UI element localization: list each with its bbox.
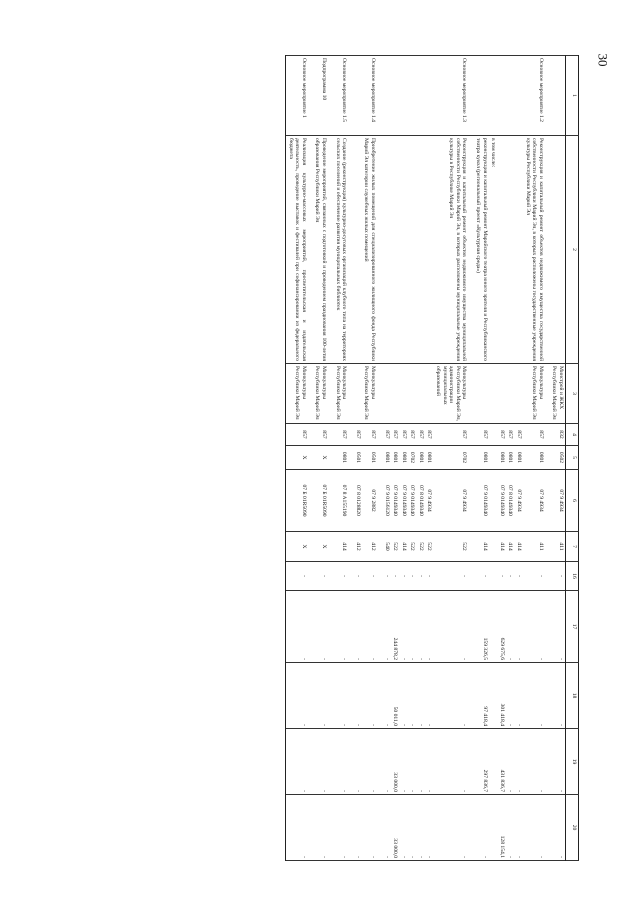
table-cell: [353, 136, 362, 364]
table-cell: Минкультуры Республики Марий Эл: [362, 364, 382, 424]
column-header: 5: [566, 446, 579, 470]
table-cell: 0501: [353, 446, 362, 470]
table-cell: -: [425, 663, 434, 729]
table-cell: -: [333, 729, 353, 795]
table-cell: 07 9 0149340: [399, 470, 408, 532]
table-row: [353, 56, 362, 861]
table-cell: 0801: [506, 446, 515, 470]
table-row: [313, 56, 333, 861]
table-cell: -: [473, 795, 488, 861]
table-cell: 97 418,4: [473, 663, 488, 729]
table-cell: Приобретение жилых помещений для специализированного жилищного фонда Республики Марий Эл категории служебных жилых помещений: [362, 136, 382, 364]
table-cell: 297 836,7: [473, 729, 488, 795]
table-cell: -: [514, 663, 523, 729]
table-cell: -: [506, 795, 515, 861]
table-cell: 857: [353, 424, 362, 446]
table-cell: [399, 56, 408, 136]
table-cell: 857: [391, 424, 400, 446]
column-header: 1: [566, 56, 579, 136]
table-cell: 07 9 0149340: [391, 470, 400, 532]
table-cell: -: [353, 795, 362, 861]
table-cell: [382, 364, 391, 424]
table-cell: [506, 56, 515, 136]
table-cell: 0801: [416, 446, 425, 470]
table-cell: 07 8 0128820: [353, 470, 362, 532]
table-cell: 857: [333, 424, 353, 446]
table-cell: -: [313, 729, 333, 795]
table-cell: 629 675,6: [497, 591, 506, 663]
table-cell: Основное мероприятие 1.4: [362, 56, 382, 136]
table-cell: -: [382, 663, 391, 729]
table-cell: 411: [523, 532, 550, 562]
table-cell: 0702: [408, 446, 417, 470]
table-cell: 07 8 0149340: [416, 470, 425, 532]
table-cell: 412: [362, 532, 382, 562]
rotated-page: [39, 55, 579, 860]
table-cell: -: [408, 795, 417, 861]
table-cell: 857: [497, 424, 506, 446]
table-cell: [382, 56, 391, 136]
table-cell: [489, 364, 498, 424]
table-cell: 0501: [362, 446, 382, 470]
table-cell: -: [550, 795, 566, 861]
table-cell: -: [362, 663, 382, 729]
table-cell: -: [434, 729, 474, 795]
table-cell: [489, 562, 498, 591]
table-cell: 431 836,7: [497, 729, 506, 795]
table-cell: Проведение мероприятий, связанных с подготовкой и проведением празднования 100-летия образования Республики Марий Эл: [313, 136, 333, 364]
table-cell: 0801: [473, 446, 488, 470]
table-cell: [497, 56, 506, 136]
table-cell: в том числе:: [489, 136, 498, 364]
table-cell: 857: [434, 424, 474, 446]
table-row: [550, 56, 566, 861]
page-number: 30: [595, 53, 611, 67]
table-cell: [353, 364, 362, 424]
table-cell: -: [408, 591, 417, 663]
table-cell: [416, 136, 425, 364]
table-cell: [514, 56, 523, 136]
table-cell: [382, 136, 391, 364]
table-cell: -: [550, 591, 566, 663]
table-cell: -: [523, 795, 550, 861]
table-cell: 857: [408, 424, 417, 446]
table-cell: 07 8 0149340: [506, 470, 515, 532]
table-cell: -: [523, 663, 550, 729]
table-cell: 0801: [514, 446, 523, 470]
table-cell: 07 Б 01R5090: [313, 470, 333, 532]
table-cell: -: [399, 729, 408, 795]
table-cell: -: [425, 795, 434, 861]
table-cell: [506, 136, 515, 364]
table-cell: -: [434, 591, 474, 663]
table-cell: -: [286, 729, 313, 795]
table-cell: -: [362, 795, 382, 861]
table-cell: 0801: [391, 446, 400, 470]
table-cell: -: [399, 591, 408, 663]
table-cell: -: [425, 562, 434, 591]
column-header: 3: [566, 364, 579, 424]
table-cell: -: [353, 562, 362, 591]
table-cell: Создание (реконструкция) культурно-досуговых организаций клубного типа на территориях сельских поселений и обеспечение развития муниципальных библиотек: [333, 136, 353, 364]
table-cell: 128 154,1: [497, 795, 506, 861]
table-cell: 07 Б 01R5090: [286, 470, 313, 532]
table-cell: -: [416, 663, 425, 729]
table-cell: -: [514, 562, 523, 591]
table-cell: -: [523, 729, 550, 795]
table-cell: -: [416, 562, 425, 591]
table-cell: 07 9 0156120: [382, 470, 391, 532]
table-cell: реконструкция и капитальный ремонт Марийского театра юного зрителя и Республиканского театра кукол (региональный проект «Культурная среда»): [473, 136, 488, 364]
table-cell: 522: [425, 532, 434, 562]
table-cell: -: [523, 591, 550, 663]
table-cell: -: [434, 795, 474, 861]
table-cell: -: [514, 795, 523, 861]
table-cell: 50 011,0: [391, 663, 400, 729]
table-cell: 414: [333, 532, 353, 562]
table-cell: -: [362, 562, 382, 591]
table-row: [425, 56, 434, 861]
table-cell: 07 9 4934: [514, 470, 523, 532]
budget-table: [285, 55, 579, 861]
table-cell: -: [550, 663, 566, 729]
table-cell: -: [408, 729, 417, 795]
table-cell: [489, 446, 498, 470]
table-cell: 522: [416, 532, 425, 562]
table-cell: -: [514, 729, 523, 795]
table-cell: [391, 364, 400, 424]
table-cell: 832: [550, 424, 566, 446]
table-cell: 857: [399, 424, 408, 446]
table-cell: -: [382, 729, 391, 795]
table-cell: [353, 56, 362, 136]
table-cell: 411: [550, 532, 566, 562]
column-header: 17: [566, 591, 579, 663]
table-cell: -: [416, 795, 425, 861]
table-cell: 07 9 4934: [523, 470, 550, 532]
table-cell: [408, 136, 417, 364]
table-cell: [514, 136, 523, 364]
table-cell: -: [399, 795, 408, 861]
table-cell: -: [286, 663, 313, 729]
table-cell: [473, 56, 488, 136]
table-cell: [473, 364, 488, 424]
table-cell: -: [362, 729, 382, 795]
table-cell: -: [286, 591, 313, 663]
table-cell: -: [391, 562, 400, 591]
table-cell: 414: [473, 532, 488, 562]
table-row: [434, 56, 474, 861]
table-row: [506, 56, 515, 861]
table-cell: -: [416, 591, 425, 663]
column-header: 2: [566, 136, 579, 364]
table-cell: 857: [523, 424, 550, 446]
table-row: [473, 56, 488, 861]
table-cell: X: [286, 446, 313, 470]
table-cell: [497, 364, 506, 424]
table-cell: 301 418,4: [497, 663, 506, 729]
table-cell: 0502: [550, 446, 566, 470]
table-cell: Реконструкция и капитальный ремонт объектов недвижимого имущества муниципальной собственности Республики Марий Эл, в которых расположены муниципальные учреждения культуры в Республике Марий Эл: [434, 136, 474, 364]
table-cell: [489, 424, 498, 446]
table-cell: -: [353, 663, 362, 729]
table-cell: -: [286, 795, 313, 861]
table-cell: -: [550, 562, 566, 591]
table-cell: -: [382, 591, 391, 663]
table-cell: [399, 364, 408, 424]
table-body: [286, 56, 566, 861]
table-cell: 0702: [434, 446, 474, 470]
table-cell: -: [382, 795, 391, 861]
table-cell: 522: [434, 532, 474, 562]
column-header: 18: [566, 663, 579, 729]
table-cell: 0801: [333, 446, 353, 470]
table-cell: Минкультуры Республики Марий Эл: [313, 364, 333, 424]
table-cell: -: [353, 729, 362, 795]
table-cell: 414: [514, 532, 523, 562]
table-cell: 07 9 4934: [425, 470, 434, 532]
table-cell: 07 9 4934: [550, 470, 566, 532]
table-cell: 857: [313, 424, 333, 446]
table-cell: 244 878,2: [391, 591, 400, 663]
table-header-row: [566, 56, 579, 861]
table-cell: [489, 470, 498, 532]
table-cell: -: [313, 591, 333, 663]
table-cell: -: [514, 591, 523, 663]
table-cell: -: [333, 591, 353, 663]
table-cell: [489, 56, 498, 136]
table-cell: 857: [382, 424, 391, 446]
table-cell: Минкультуры Республики Марий Эл: [286, 364, 313, 424]
table-cell: 0801: [523, 446, 550, 470]
table-row: [408, 56, 417, 861]
table-row: [382, 56, 391, 861]
table-row: [391, 56, 400, 861]
column-header: 20: [566, 795, 579, 861]
table-cell: Реконструкция и капитальный ремонт объектов недвижимого имущества государственной собственности Республики Марий Эл, в которых расположены государственные учреждения культуры Республики Марий Эл: [523, 136, 550, 364]
table-cell: -: [550, 729, 566, 795]
table-cell: -: [434, 562, 474, 591]
table-cell: -: [382, 562, 391, 591]
table-cell: 414: [497, 532, 506, 562]
table-cell: 857: [473, 424, 488, 446]
table-cell: [416, 56, 425, 136]
column-header: 6: [566, 470, 579, 532]
table-cell: [489, 795, 498, 861]
table-cell: -: [497, 562, 506, 591]
table-cell: 0801: [382, 446, 391, 470]
table-cell: -: [506, 562, 515, 591]
table-cell: [550, 136, 566, 364]
table-cell: 07 9 0149340: [408, 470, 417, 532]
table-cell: Основное мероприятие 1.5: [333, 56, 353, 136]
table-cell: Подпрограмма 10: [313, 56, 333, 136]
table-cell: 412: [353, 532, 362, 562]
table-cell: 07 9 0149340: [473, 470, 488, 532]
table-cell: -: [286, 562, 313, 591]
table-cell: Минкультуры Республики Марий Эл: [523, 364, 550, 424]
table-cell: Основное мероприятие 1.3: [434, 56, 474, 136]
table-cell: X: [286, 532, 313, 562]
table-cell: -: [506, 591, 515, 663]
table-cell: Реализация культурно-массовых мероприятий, просветительская и издательская деятельность, проведение выставок и фестивалей при софинансировании из федерального бюджета: [286, 136, 313, 364]
table-cell: -: [399, 663, 408, 729]
table-cell: 857: [425, 424, 434, 446]
table-cell: [391, 56, 400, 136]
table-row: [416, 56, 425, 861]
table-cell: X: [313, 446, 333, 470]
table-cell: -: [313, 663, 333, 729]
column-header: 7: [566, 532, 579, 562]
table-cell: 857: [416, 424, 425, 446]
table-cell: -: [523, 562, 550, 591]
table-row: [362, 56, 382, 861]
table-cell: -: [425, 729, 434, 795]
table-cell: [489, 663, 498, 729]
column-header: 16: [566, 562, 579, 591]
table-cell: -: [353, 591, 362, 663]
table-cell: 07 9 0149340: [497, 470, 506, 532]
column-header: 19: [566, 729, 579, 795]
table-row: [333, 56, 353, 861]
table-cell: 414: [399, 532, 408, 562]
table-cell: [489, 532, 498, 562]
table-cell: -: [506, 663, 515, 729]
table-cell: 07 8 A155190: [333, 470, 353, 532]
table-cell: Минкультуры Республики Марий Эл, администрации муниципальных образований: [434, 364, 474, 424]
table-cell: [399, 136, 408, 364]
table-cell: X: [313, 532, 333, 562]
table-cell: 522: [391, 532, 400, 562]
table-cell: 414: [506, 532, 515, 562]
table-row: [399, 56, 408, 861]
table-cell: 540: [382, 532, 391, 562]
table-row: [489, 56, 498, 861]
table-row: [523, 56, 550, 861]
table-row: [286, 56, 313, 861]
table-cell: 522: [408, 532, 417, 562]
table-cell: -: [425, 591, 434, 663]
table-cell: [425, 136, 434, 364]
table-cell: 857: [286, 424, 313, 446]
table-cell: [497, 136, 506, 364]
column-header: 4: [566, 424, 579, 446]
table-cell: 0801: [425, 446, 434, 470]
table-cell: [416, 364, 425, 424]
table-cell: Минстрой и ЖКХ Республики Марий Эл: [550, 364, 566, 424]
table-cell: -: [362, 591, 382, 663]
table-cell: -: [434, 663, 474, 729]
table-cell: [391, 136, 400, 364]
table-cell: -: [408, 562, 417, 591]
table-cell: 33 000,0: [391, 729, 400, 795]
table-cell: [550, 56, 566, 136]
table-cell: 857: [362, 424, 382, 446]
table-cell: -: [333, 663, 353, 729]
table-cell: -: [506, 729, 515, 795]
table-cell: 0801: [399, 446, 408, 470]
table-cell: 0801: [497, 446, 506, 470]
table-cell: -: [416, 729, 425, 795]
table-cell: [425, 364, 434, 424]
table-cell: [425, 56, 434, 136]
table-cell: 33 000,0: [391, 795, 400, 861]
table-cell: -: [473, 562, 488, 591]
table-cell: [408, 364, 417, 424]
table-cell: [506, 364, 515, 424]
table-cell: 857: [514, 424, 523, 446]
table-cell: Основное мероприятие 1: [286, 56, 313, 136]
table-cell: Основное мероприятие 1.2: [523, 56, 550, 136]
table-cell: -: [313, 795, 333, 861]
table-row: [497, 56, 506, 861]
table-cell: [514, 364, 523, 424]
table-cell: -: [408, 663, 417, 729]
table-row: [514, 56, 523, 861]
table-cell: [489, 591, 498, 663]
table-cell: 159 326,5: [473, 591, 488, 663]
table-cell: 07 9 4934: [434, 470, 474, 532]
table-cell: -: [399, 562, 408, 591]
table-cell: -: [313, 562, 333, 591]
table-cell: [489, 729, 498, 795]
table-cell: -: [333, 562, 353, 591]
table-cell: Минкультуры Республики Марий Эл: [333, 364, 353, 424]
table-cell: 07 9 2882: [362, 470, 382, 532]
table-cell: 857: [506, 424, 515, 446]
table-cell: [408, 56, 417, 136]
table-cell: -: [333, 795, 353, 861]
